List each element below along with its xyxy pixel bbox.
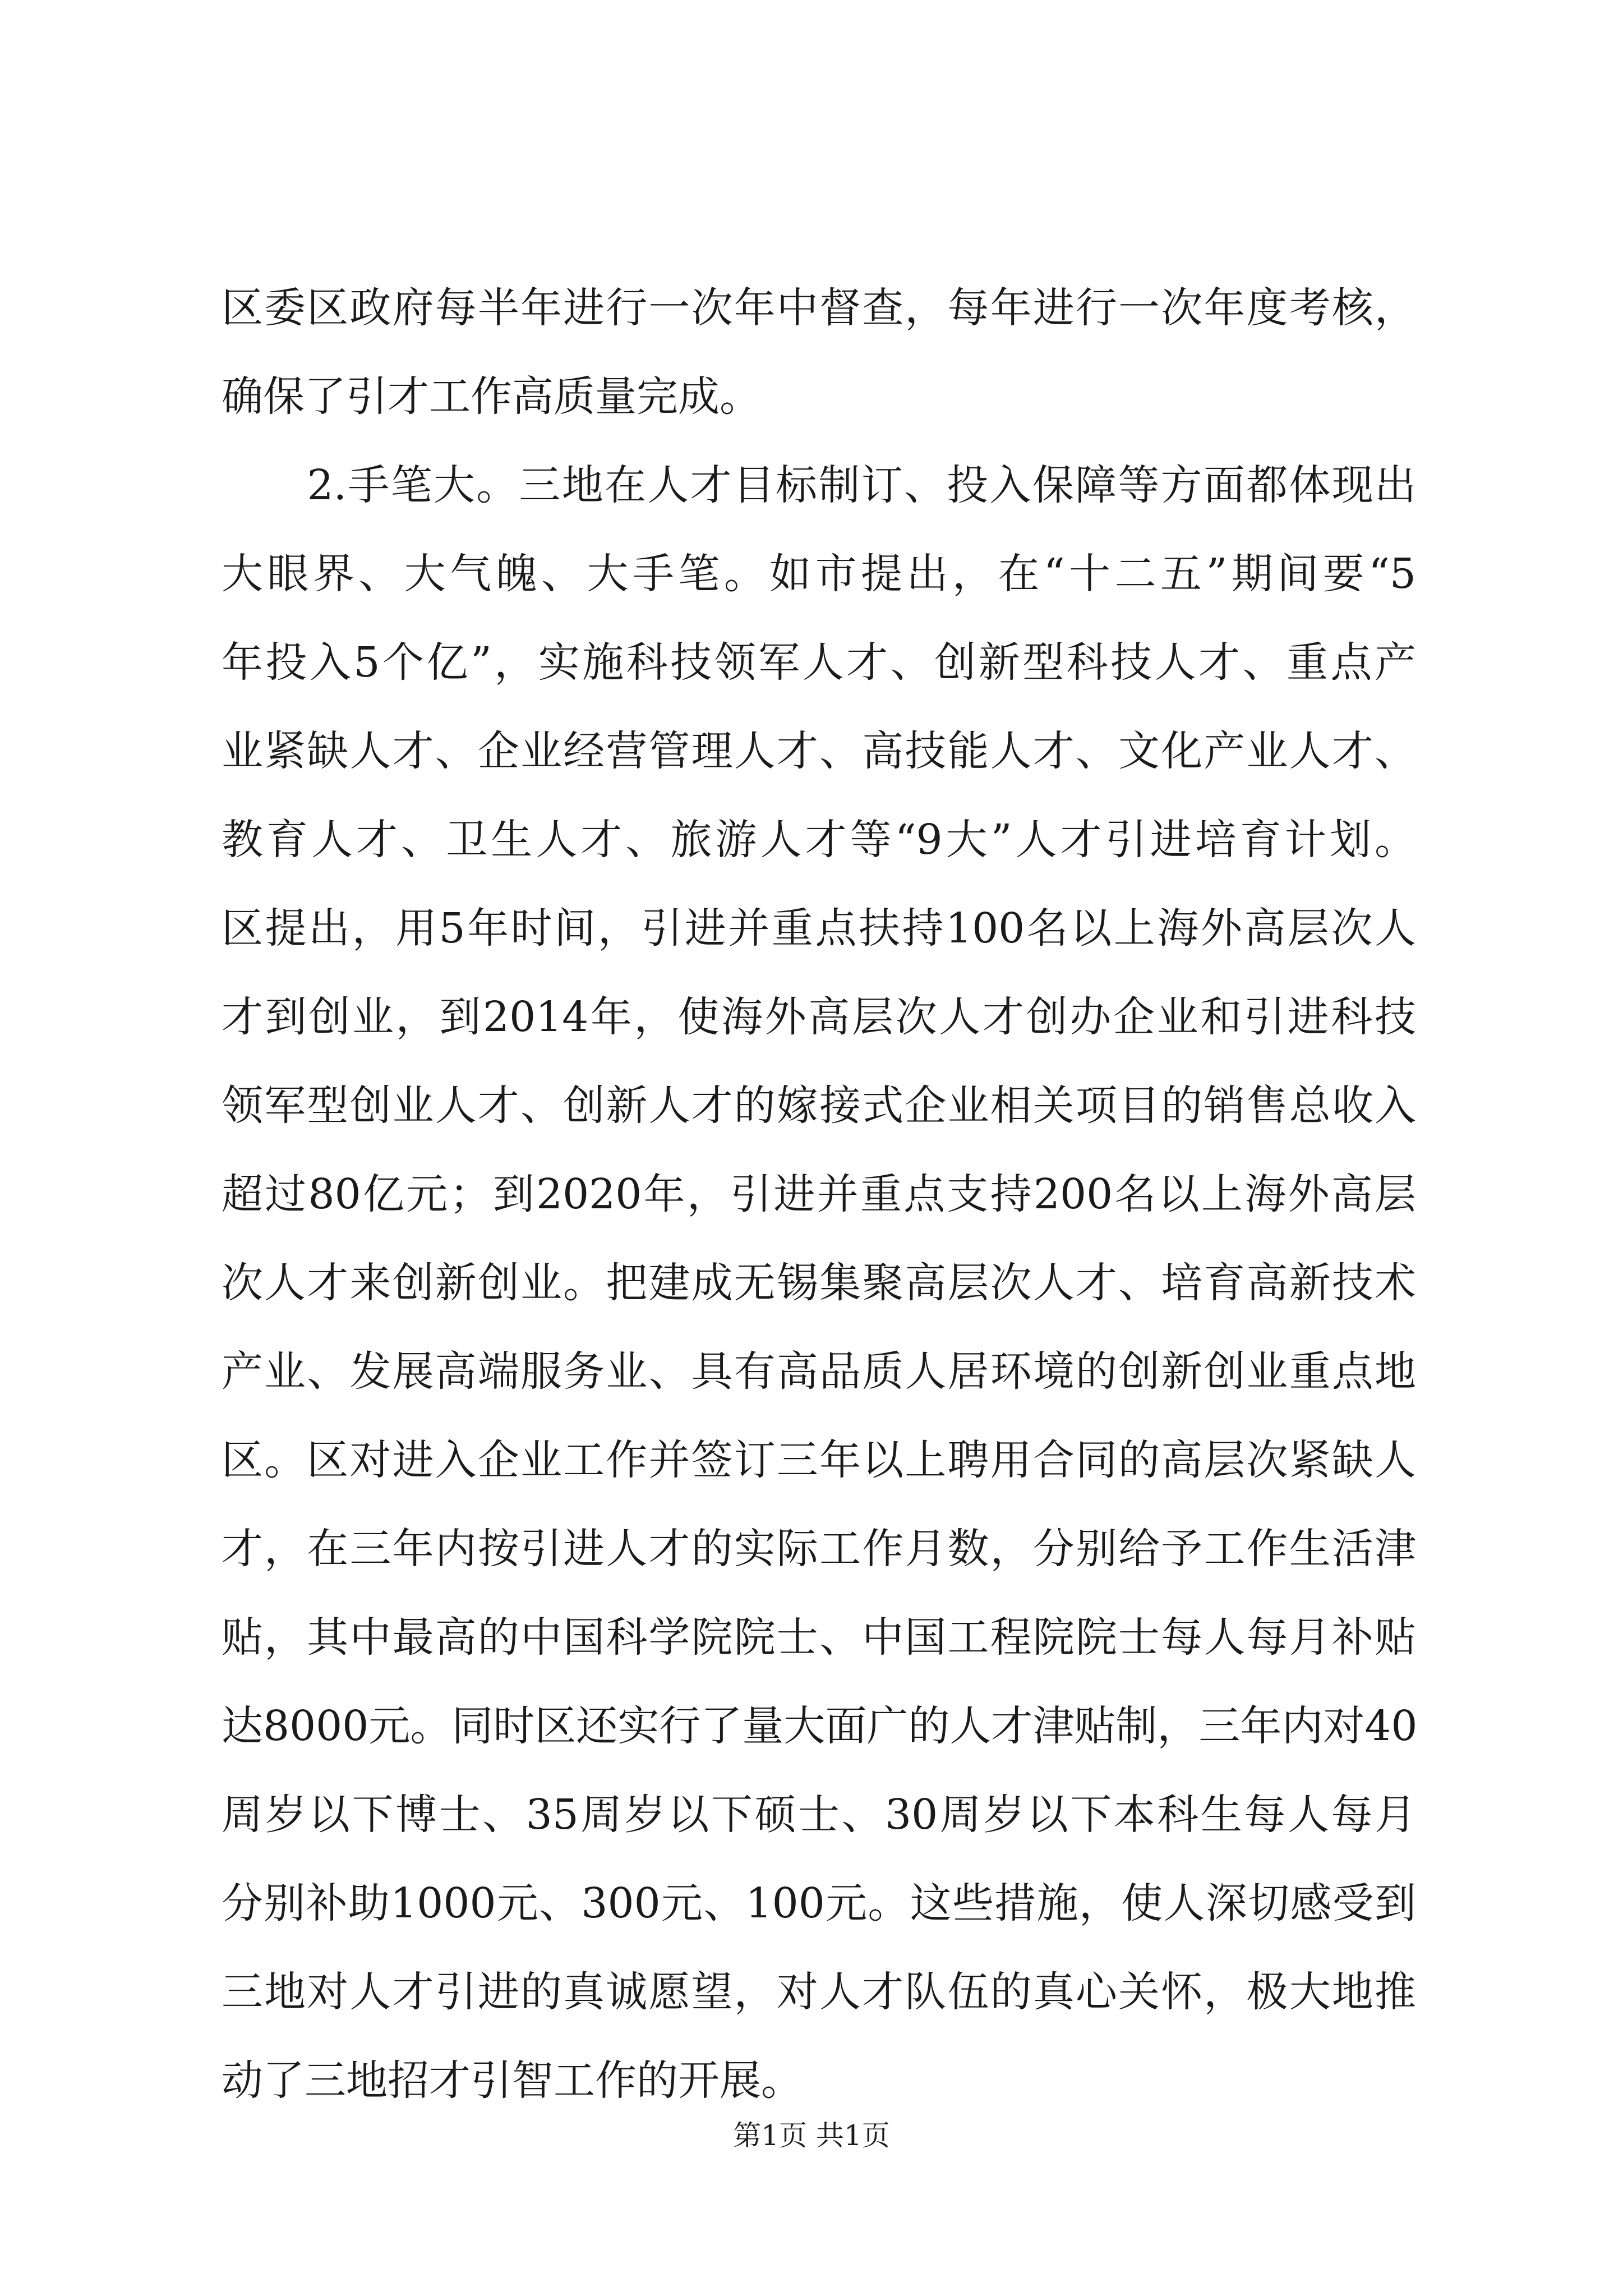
- text-line: 区。区对进入企业工作并签订三年以上聘用合同的高层次紧缺人: [222, 1436, 1416, 1484]
- text-line: 次人才来创新创业。把建成无锡集聚高层次人才、培育高新技术: [222, 1259, 1416, 1307]
- body-text: [222, 264, 1416, 2125]
- text-line: 区提出，用5年时间，引进并重点扶持100名以上海外高层次人: [222, 904, 1416, 953]
- text-line: 业紧缺人才、企业经营管理人才、高技能人才、文化产业人才、: [222, 727, 1416, 775]
- text-line: 达8000元。同时区还实行了量大面广的人才津贴制，三年内对40: [222, 1702, 1418, 1750]
- text-line: 领军型创业人才、创新人才的嫁接式企业相关项目的销售总收入: [222, 1082, 1416, 1130]
- text-line: 确保了引才工作高质量完成。: [222, 372, 761, 421]
- page-footer: 第1页 共1页: [733, 2119, 890, 2152]
- text-line: 三地对人才引进的真诚愿望，对人才队伍的真心关怀，极大地推: [222, 1968, 1416, 2016]
- text-line: 产业、发展高端服务业、具有高品质人居环境的创新创业重点地: [222, 1347, 1416, 1396]
- text-line: 周岁以下博士、35周岁以下硕士、30周岁以下本科生每人每月: [222, 1791, 1416, 1839]
- text-line: 动了三地招才引智工作的开展。: [222, 2056, 803, 2105]
- text-line: 教育人才、卫生人才、旅游人才等“9大”人才引进培育计划。: [222, 816, 1416, 864]
- text-line: 超过80亿元；到2020年，引进并重点支持200名以上海外高层: [222, 1170, 1416, 1218]
- text-line: 才到创业，到2014年，使海外高层次人才创办企业和引进科技: [222, 993, 1416, 1041]
- text-line: 2.手笔大。三地在人才目标制订、投入保障等方面都体现出: [222, 461, 1416, 509]
- text-line: 大眼界、大气魄、大手笔。如市提出，在“十二五”期间要“5: [222, 550, 1416, 598]
- text-line: 才，在三年内按引进人才的实际工作月数，分别给予工作生活津: [222, 1525, 1416, 1573]
- text-line: 年投入5个亿”，实施科技领军人才、创新型科技人才、重点产: [222, 638, 1416, 687]
- text-line: 贴，其中最高的中国科学院院士、中国工程院院士每人每月补贴: [222, 1613, 1416, 1662]
- text-line: 区委区政府每半年进行一次年中督查，每年进行一次年度考核，: [222, 284, 1416, 332]
- text-line: 分别补助1000元、300元、100元。这些措施，使人深切感受到: [222, 1879, 1416, 1927]
